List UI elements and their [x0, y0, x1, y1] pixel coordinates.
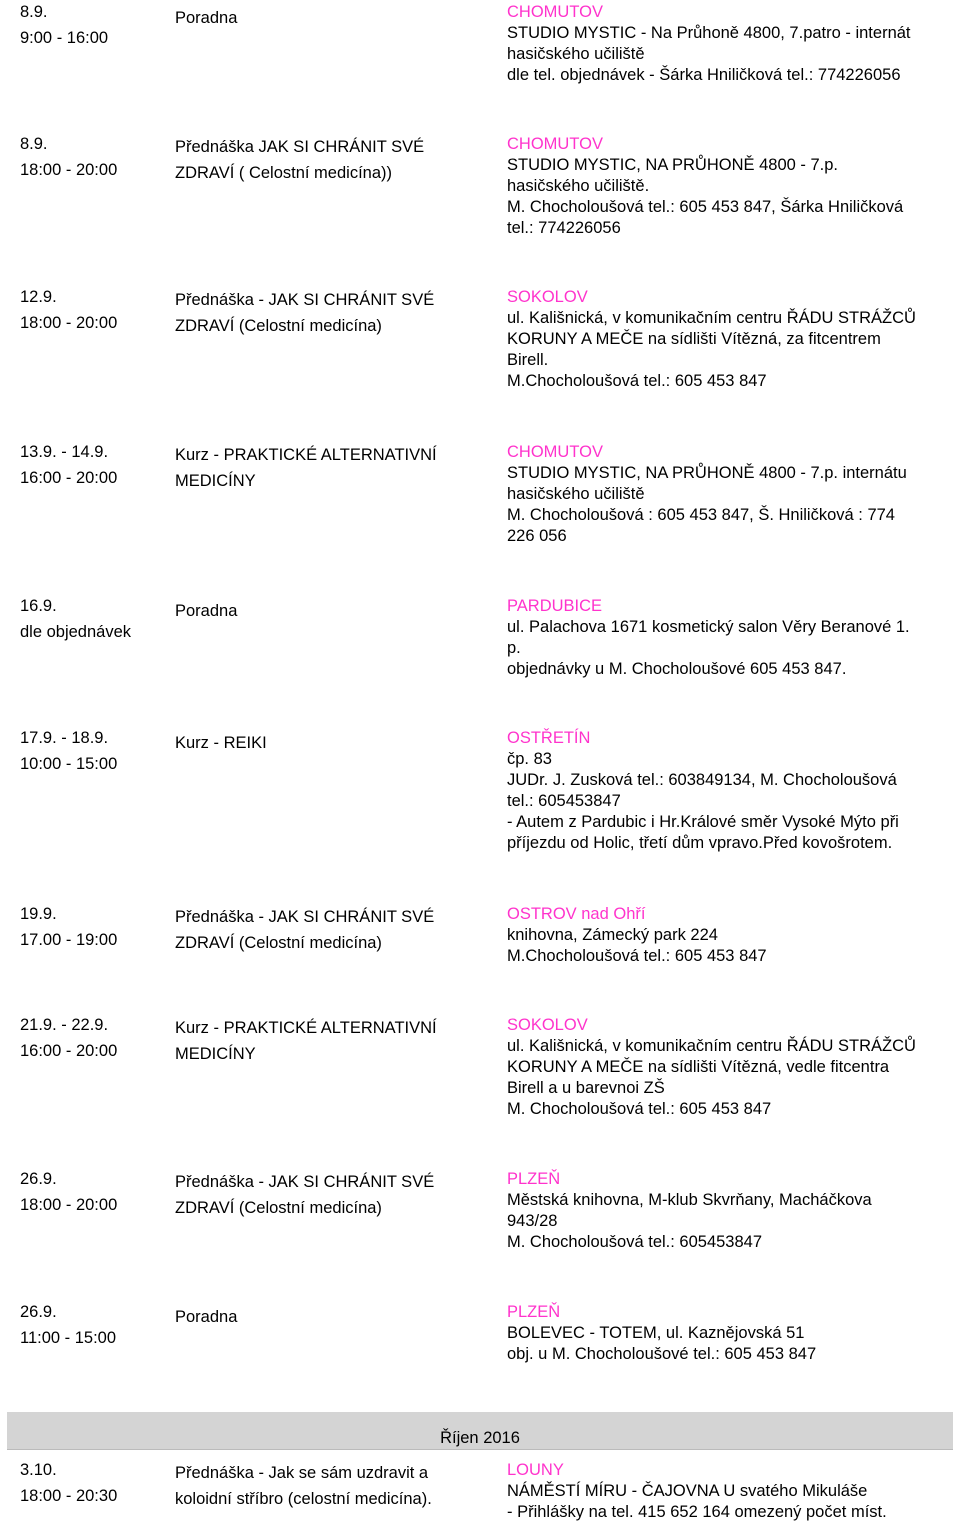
event-location — [507, 2, 957, 86]
event-detail-line: čp. 83 — [507, 750, 552, 768]
event-date: 26.9. — [20, 1303, 57, 1321]
event-location — [507, 442, 957, 547]
event-detail-line: hasičského učiliště — [507, 485, 645, 503]
event-city: SOKOLOV — [507, 288, 588, 306]
event-time: dle objednávek — [20, 623, 132, 641]
event-time: 9:00 - 16:00 — [20, 29, 109, 47]
event-title — [175, 601, 485, 622]
event-detail-line: M.Chocholoušová tel.: 605 453 847 — [507, 372, 767, 390]
event-detail-line: M. Chocholoušová tel.: 605 453 847 — [507, 1100, 772, 1118]
event-detail-line: M.Chocholoušová tel.: 605 453 847 — [507, 947, 767, 965]
event-detail-line: NÁMĚSTÍ MÍRU - ČAJOVNA U svatého Mikuláše — [507, 1482, 868, 1500]
event-date: 8.9. — [20, 135, 48, 153]
event-detail-line: hasičského učiliště — [507, 45, 645, 63]
event-detail-line: STUDIO MYSTIC - Na Průhoně 4800, 7.patro - internát — [507, 24, 911, 42]
event-date: 19.9. — [20, 905, 57, 923]
event-detail-line: Městská knihovna, M-klub Skvrňany, Macháčkova — [507, 1191, 872, 1209]
event-location — [507, 904, 957, 967]
event-location — [507, 1015, 957, 1120]
event-title — [175, 442, 485, 494]
event-detail-line: 226 056 — [507, 527, 567, 545]
event-detail-line: obj. u M. Chocholoušové tel.: 605 453 847 — [507, 1345, 817, 1363]
event-title — [175, 904, 485, 956]
event-date: 16.9. — [20, 597, 57, 615]
event-detail-line: KORUNY A MEČE na sídlišti Vítězná, vedle fitcentra — [507, 1058, 890, 1076]
event-detail-line: M. Chocholoušová tel.: 605453847 — [507, 1233, 763, 1251]
event-date: 26.9. — [20, 1170, 57, 1188]
event-detail-line: hasičského učiliště. — [507, 177, 650, 195]
event-title — [175, 1169, 485, 1221]
event-title-line: koloidní stříbro (celostní medicína). — [175, 1490, 432, 1508]
event-title — [175, 1460, 485, 1512]
event-city: PARDUBICE — [507, 597, 603, 615]
event-time: 18:00 - 20:00 — [20, 1196, 118, 1214]
month-header: Říjen 2016 — [440, 1429, 520, 1447]
event-detail-line: STUDIO MYSTIC, NA PRŮHONĚ 4800 - 7.p. — [507, 156, 838, 174]
event-detail-line: dle tel. objednávek - Šárka Hniličková tel.: 774226056 — [507, 66, 901, 84]
event-title-line: Přednáška - JAK SI CHRÁNIT SVÉ — [175, 908, 435, 926]
event-time: 11:00 - 15:00 — [20, 1329, 117, 1347]
event-detail-line: ul. Kališnická, v komunikačním centru ŘÁDU STRÁŽCŮ — [507, 1037, 916, 1055]
event-location — [507, 1169, 957, 1253]
event-detail-line: knihovna, Zámecký park 224 — [507, 926, 718, 944]
event-date: 17.9. - 18.9. — [20, 729, 109, 747]
event-city: SOKOLOV — [507, 1016, 588, 1034]
event-city: LOUNY — [507, 1461, 564, 1479]
event-title — [175, 8, 485, 29]
event-city: PLZEŇ — [507, 1303, 561, 1321]
event-title-line: Přednáška JAK SI CHRÁNIT SVÉ — [175, 138, 425, 156]
event-time: 18:00 - 20:00 — [20, 314, 118, 332]
event-time: 18:00 - 20:00 — [20, 161, 118, 179]
event-title-line: Přednáška - Jak se sám uzdravit a — [175, 1464, 429, 1482]
event-title-line: MEDICÍNY — [175, 1045, 256, 1063]
event-detail-line: M. Chocholoušová tel.: 605 453 847, Šárka Hniličková — [507, 198, 904, 216]
event-detail-line: ul. Palachova 1671 kosmetický salon Věry Beranové 1. — [507, 618, 910, 636]
event-detail-line: Birell a u barevnoi ZŠ — [507, 1079, 665, 1097]
event-detail-line: KORUNY A MEČE na sídlišti Vítězná, za fitcentrem — [507, 330, 881, 348]
event-title-line: Poradna — [175, 1308, 238, 1326]
event-detail-line: ul. Kališnická, v komunikačním centru ŘÁDU STRÁŽCŮ — [507, 309, 916, 327]
event-detail-line: STUDIO MYSTIC, NA PRŮHONĚ 4800 - 7.p. internátu — [507, 464, 907, 482]
event-time: 16:00 - 20:00 — [20, 469, 118, 487]
event-title-line: Kurz - PRAKTICKÉ ALTERNATIVNÍ — [175, 1019, 437, 1037]
event-detail-line: Birell. — [507, 351, 549, 369]
event-title-line: Kurz - PRAKTICKÉ ALTERNATIVNÍ — [175, 446, 437, 464]
event-detail-line: - Přihlášky na tel. 415 652 164 omezený počet míst. — [507, 1503, 887, 1521]
event-city: CHOMUTOV — [507, 443, 603, 461]
event-title-line: Přednáška - JAK SI CHRÁNIT SVÉ — [175, 1173, 435, 1191]
event-location — [507, 287, 957, 392]
event-time: 17.00 - 19:00 — [20, 931, 118, 949]
event-title — [175, 1015, 485, 1067]
event-date: 3.10. — [20, 1461, 57, 1479]
event-detail-line: tel.: 605453847 — [507, 792, 621, 810]
event-title-line: Přednáška - JAK SI CHRÁNIT SVÉ — [175, 291, 435, 309]
event-title-line: ZDRAVÍ (Celostní medicína) — [175, 1199, 382, 1217]
event-title — [175, 1307, 485, 1328]
event-detail-line: p. — [507, 639, 521, 657]
event-title — [175, 134, 485, 186]
event-date: 12.9. — [20, 288, 57, 306]
event-detail-line: objednávky u M. Chocholoušové 605 453 847. — [507, 660, 847, 678]
event-title-line: Poradna — [175, 9, 238, 27]
event-time: 10:00 - 15:00 — [20, 755, 118, 773]
event-location — [507, 728, 957, 854]
event-location — [507, 596, 957, 680]
event-title-line: ZDRAVÍ ( Celostní medicína)) — [175, 164, 392, 182]
event-title — [175, 287, 485, 339]
event-city: PLZEŇ — [507, 1170, 561, 1188]
event-detail-line: 943/28 — [507, 1212, 558, 1230]
event-location — [507, 1302, 957, 1365]
event-location — [507, 1460, 957, 1523]
event-date: 8.9. — [20, 3, 48, 21]
event-city: OSTROV nad Ohří — [507, 905, 646, 923]
event-city: CHOMUTOV — [507, 135, 603, 153]
event-detail-line: JUDr. J. Zusková tel.: 603849134, M. Chocholoušová — [507, 771, 897, 789]
event-time: 18:00 - 20:30 — [20, 1487, 118, 1505]
event-title-line: ZDRAVÍ (Celostní medicína) — [175, 317, 382, 335]
event-title-line: Kurz - REIKI — [175, 734, 267, 752]
event-time: 16:00 - 20:00 — [20, 1042, 118, 1060]
event-title-line: MEDICÍNY — [175, 472, 256, 490]
event-title — [175, 733, 485, 754]
event-date: 13.9. - 14.9. — [20, 443, 109, 461]
event-detail-line: BOLEVEC - TOTEM, ul. Kaznějovská 51 — [507, 1324, 805, 1342]
event-title-line: Poradna — [175, 602, 238, 620]
event-detail-line: - Autem z Pardubic i Hr.Králové směr Vysoké Mýto při — [507, 813, 899, 831]
event-title-line: ZDRAVÍ (Celostní medicína) — [175, 934, 382, 952]
event-city: CHOMUTOV — [507, 3, 603, 21]
event-detail-line: tel.: 774226056 — [507, 219, 621, 237]
event-detail-line: příjezdu od Holic, třetí dům vpravo.Před kovošrotem. — [507, 834, 893, 852]
event-location — [507, 134, 957, 239]
month-header-bar — [7, 1412, 953, 1450]
event-date: 21.9. - 22.9. — [20, 1016, 109, 1034]
event-detail-line: M. Chocholoušová : 605 453 847, Š. Hniličková : 774 — [507, 506, 895, 524]
event-city: OSTŘETÍN — [507, 729, 591, 747]
